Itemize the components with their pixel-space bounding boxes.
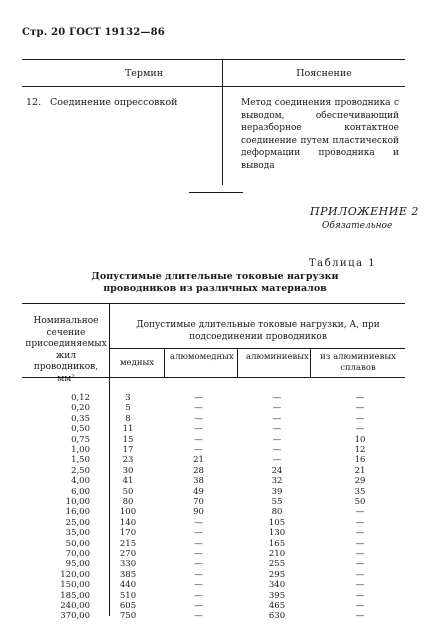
cell-alloys: — [355,413,365,424]
cell-aluminium: 55 [271,497,283,507]
terms-col-term-header: Термин [124,68,164,79]
table-label: Таблица 1 [309,258,377,269]
cell-alloys: — [355,393,365,403]
cell-aluminium: 395 [268,590,286,601]
cell-section: 370,00 [60,611,90,622]
cell-copper: 8 [125,413,131,424]
cell-aluminium: 39 [271,486,283,497]
cell-copper: 17 [122,445,134,455]
cell-copper: 23 [122,455,134,466]
table-subheader-copper: медных [119,358,155,368]
cell-alloys: — [355,601,365,611]
cell-alloys: 35 [354,486,366,497]
cell-alloys: — [355,590,365,601]
cell-alucopper: — [194,538,203,549]
terms-table-header-rule [22,86,405,87]
cell-section: 2,50 [71,465,90,476]
cell-alucopper: — [194,559,203,570]
cell-aluminium: 210 [268,549,286,559]
cell-alloys: 50 [354,497,366,507]
cell-aluminium: 465 [268,601,286,611]
cell-aluminium: — [272,403,282,414]
cell-copper: 41 [122,476,134,487]
cell-section: 10,00 [65,497,90,507]
cell-alloys: — [355,611,365,622]
terms-table-top-rule [22,59,405,60]
cell-aluminium: 130 [268,528,286,539]
cell-copper: 30 [122,465,134,476]
cell-copper: 50 [122,486,134,497]
cell-alucopper: — [194,445,203,455]
cell-aluminium: 32 [271,476,283,487]
cell-section: 150,00 [60,580,90,591]
cell-section: 1,00 [71,445,90,455]
table-subheader-alucopper: алюмомедных [170,352,234,362]
cell-section: 0,75 [71,434,90,445]
cell-section: 0,35 [71,413,90,424]
cell-section: 0,12 [71,393,90,403]
appendix-subtitle: Обязательное [322,221,393,231]
cell-aluminium: — [272,445,282,455]
terms-table-divider [222,60,223,185]
appendix-title: ПРИЛОЖЕНИЕ 2 [310,205,419,218]
section-separator [189,192,243,193]
cell-alloys: — [355,507,365,518]
cell-alucopper: — [194,611,203,622]
cell-section: 6,00 [71,486,90,497]
cell-section: 1,50 [71,455,90,466]
cell-alloys: — [355,528,365,539]
cell-copper: 15 [122,434,134,445]
table-col1-divider [164,349,165,377]
cell-copper: 80 [122,497,134,507]
cell-alloys: — [355,424,365,435]
cell-section: 16,00 [65,507,90,518]
term-name: Соединение опрессовкой [50,97,178,108]
cell-alucopper: — [194,413,203,424]
cell-section: 120,00 [60,569,90,580]
cell-alloys: 16 [354,455,366,466]
cell-copper: 3 [125,393,131,403]
cell-alucopper: — [194,528,203,539]
table-subheader-alloys: из алюминиевых сплавов [320,352,396,373]
cell-alucopper: — [194,549,203,559]
cell-alucopper: 49 [193,486,204,497]
cell-copper: 385 [119,569,137,580]
cell-section: 95,00 [65,559,90,570]
cell-aluminium: — [272,424,282,435]
cell-alucopper: 70 [193,497,204,507]
cell-aluminium: — [272,455,282,466]
term-row-number: 12. [26,97,42,108]
cell-alucopper: — [194,403,203,414]
cell-copper: 510 [119,590,137,601]
cell-copper: 270 [119,549,137,559]
table-subheader-aluminium: алюминиевых [246,352,309,362]
cell-section: 0,20 [71,403,90,414]
page-header: Стр. 20 ГОСТ 19132—86 [22,27,165,38]
cell-copper: 605 [119,601,137,611]
cell-alucopper: — [194,434,203,445]
cell-alloys: — [355,559,365,570]
cell-copper: 215 [119,538,137,549]
cell-alloys: — [355,549,365,559]
table-top-rule [22,303,405,304]
cell-aluminium: — [272,434,282,445]
terms-col-explanation-header: Пояснение [296,68,352,79]
table-subheader-top-rule [110,348,405,349]
cell-alloys: 29 [354,476,366,487]
cell-aluminium: 630 [268,611,286,622]
cell-section: 240,00 [60,601,90,611]
cell-copper: 140 [119,517,137,528]
cell-alloys: — [355,569,365,580]
cell-alloys: — [355,517,365,528]
cell-copper: 11 [122,424,134,435]
cell-alucopper: — [194,601,203,611]
cell-aluminium: 255 [268,559,286,570]
cell-section: 25,00 [65,517,90,528]
cell-alucopper: 21 [193,455,204,466]
cell-copper: 100 [119,507,137,518]
cell-alucopper: — [194,517,203,528]
cell-section: 50,00 [65,538,90,549]
cell-section: 35,00 [65,528,90,539]
table-title: Допустимые длительные токовые нагрузки проводников из различных материалов [91,271,339,294]
cell-aluminium: — [272,393,282,403]
cell-aluminium: 105 [268,517,286,528]
cell-alucopper: 28 [193,465,204,476]
cell-section: 70,00 [65,549,90,559]
cell-aluminium: 24 [271,465,283,476]
cell-copper: 5 [125,403,131,414]
cell-section: 0,50 [71,424,90,435]
cell-alucopper: — [194,569,203,580]
cell-alloys: — [355,580,365,591]
cell-copper: 750 [119,611,137,622]
cell-alucopper: 90 [193,507,204,518]
cell-alloys: — [355,538,365,549]
cell-section: 4,00 [71,476,90,487]
cell-alloys: — [355,403,365,414]
table-main-header: Допустимые длительные токовые нагрузки, А, при подсоединении проводников [136,320,380,342]
cell-copper: 170 [119,528,137,539]
cell-alloys: 21 [354,465,366,476]
table-col0-header: Номинальное сечение присоединяемых жил проводников, мм² [25,316,107,384]
cell-aluminium: 340 [268,580,286,591]
term-explanation: Метод соединения проводника с выводом, обеспечивающий неразборное контактное соединение путем пластической деформации проводника и вывода [241,98,399,171]
cell-aluminium: — [272,413,282,424]
cell-alucopper: — [194,580,203,591]
cell-aluminium: 80 [271,507,283,518]
cell-aluminium: 295 [268,569,286,580]
table-col2-divider [237,349,238,377]
cell-aluminium: 165 [268,538,286,549]
cell-section: 185,00 [60,590,90,601]
cell-alucopper: — [194,424,203,435]
table-col3-divider [310,349,311,377]
cell-alloys: 12 [354,445,366,455]
cell-alucopper: — [194,590,203,601]
cell-alucopper: — [194,393,203,403]
cell-copper: 330 [119,559,137,570]
cell-alloys: 10 [354,434,366,445]
cell-alucopper: 38 [193,476,204,487]
cell-copper: 440 [119,580,137,591]
